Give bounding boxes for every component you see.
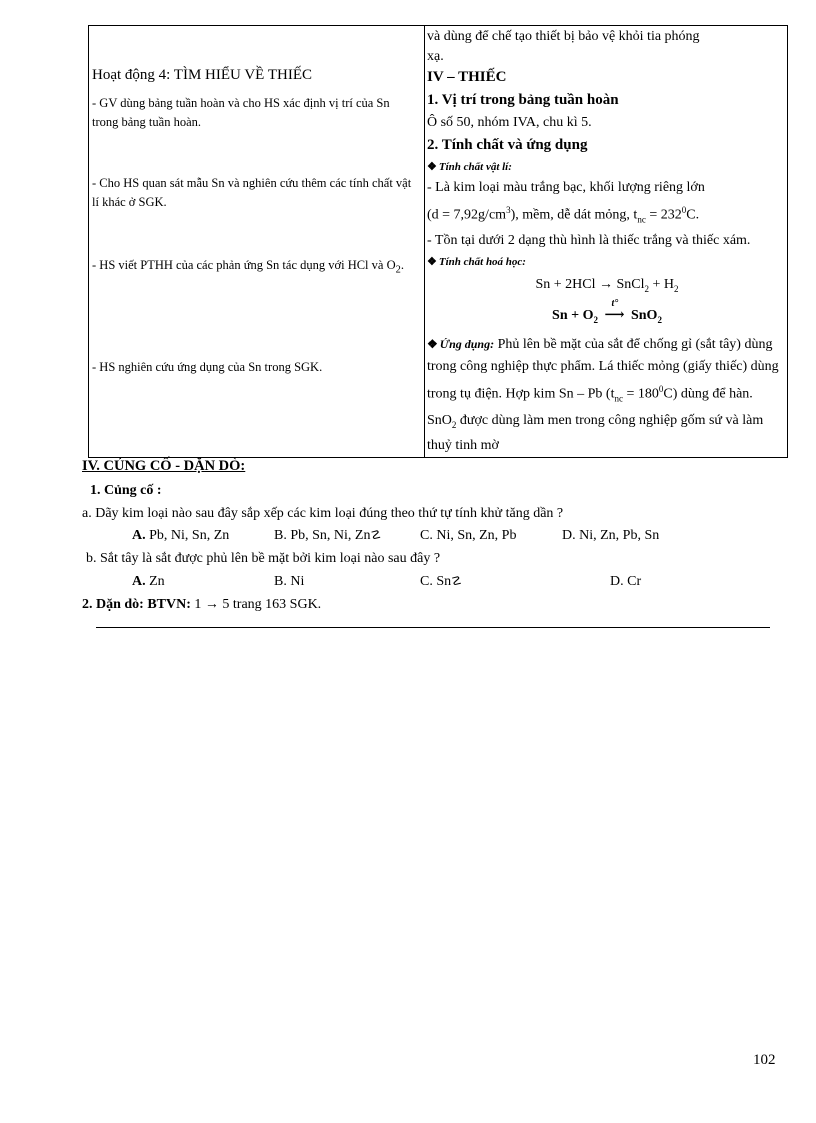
activity-item-3: - HS viết PTHH của các phản ứng Sn tác dụng với HCl và $O_2$. <box>92 258 404 276</box>
application-text: ❖ Ứng dụng: Phủ lên bề mặt của sắt để chống gỉ (sắt tây) dùng trong công nghiệp thực phẩm. Lá thiếc mỏng (giấy thiếc) dùng trong tụ điện. Hợp kim Sn – Pb $(t_{nc} = 180^0C)$ dùng để hàn. SnO$_2$ được dùng làm men trong công nghiệp gốm sứ và làm thuỷ tinh mờ <box>427 337 779 454</box>
top-line-1: và dùng để chế tạo thiết bị bảo vệ khỏi tia phóng <box>427 29 700 44</box>
option-c: C. Sn☡ <box>420 574 462 589</box>
content-cell <box>425 26 788 458</box>
diamond-icon: ❖ <box>427 161 437 173</box>
correct-mark-icon: ☡ <box>451 574 462 588</box>
consolidate-heading: 1. Củng cố : <box>90 483 162 498</box>
chemical-label: ❖ Tính chất hoá học: <box>427 256 526 269</box>
option-b: B. Ni <box>274 574 305 589</box>
activity-title: Hoạt động 4: TÌM HIỂU VỀ THIẾC <box>92 67 312 83</box>
teacher-activity-cell <box>89 26 425 458</box>
homework-line: 2. Dặn dò: BTVN: 1 → 5 trang 163 SGK. <box>82 597 322 612</box>
option-a: A. Pb, Ni, Sn, Zn <box>132 528 230 543</box>
diamond-icon: ❖ <box>427 337 438 352</box>
equation-2: $Sn + O_2$ t° ⟶ SnO$_2$ <box>552 298 662 326</box>
correct-mark-icon: ☡ <box>370 528 382 542</box>
top-line-2: xạ. <box>427 49 444 64</box>
option-a: A. Zn <box>132 574 165 589</box>
option-c: C. Ni, Sn, Zn, Pb <box>420 528 517 543</box>
position-text: Ô số 50, nhóm IVA, chu kì 5. <box>427 115 592 130</box>
position-title: 1. Vị trí trong bảng tuần hoàn <box>427 92 619 108</box>
question-b: b. Sắt tây là sắt được phủ lên bề mặt bởi kim loại nào sau đây ? <box>86 551 441 566</box>
activity-item-2: - Cho HS quan sát mẫu Sn và nghiên cứu thêm các tính chất vật lí khác ở SGK. <box>92 176 412 209</box>
activity-item-4: - HS nghiên cứu ứng dụng của Sn trong SGK. <box>92 360 323 374</box>
question-a-options <box>132 525 816 546</box>
diamond-icon: ❖ <box>427 256 437 269</box>
horizontal-divider <box>96 627 770 628</box>
section-title: IV – THIẾC <box>427 69 507 85</box>
option-b: B. Pb, Sn, Ni, Zn☡ <box>274 528 382 543</box>
physical-line-2: $(d = 7,92g/cm^3)$, mềm, dễ dát mỏng, $t_{nc} = 232^0C$. <box>427 205 700 225</box>
properties-title: 2. Tính chất và ứng dụng <box>427 137 588 153</box>
activity-item-1: - GV dùng bảng tuần hoàn và cho HS xác định vị trí của Sn trong bảng tuần hoàn. <box>92 96 390 129</box>
option-d: D. Cr <box>610 574 642 589</box>
physical-line-3: - Tồn tại dưới 2 dạng thù hình là thiếc trắng và thiếc xám. <box>427 233 751 249</box>
question-a: a. Dãy kim loại nào sau đây sắp xếp các kim loại đúng theo thứ tự tính khử tăng dần ? <box>82 506 564 521</box>
physical-line-1: - Là kim loại màu trắng bạc, khối lượng riêng lớn <box>427 180 705 195</box>
option-d: D. Ni, Zn, Pb, Sn <box>562 528 660 543</box>
review-title: IV. CỦNG CỐ - DẶN DÒ: <box>82 458 246 474</box>
page-number: 102 <box>753 1052 776 1068</box>
equation-1: Sn + 2HCl → SnCl$_2$ + $H_2$ <box>535 277 679 295</box>
physical-label: ❖ Tính chất vật lí: <box>427 161 512 173</box>
question-b-options <box>132 571 816 592</box>
lesson-table <box>88 25 788 458</box>
